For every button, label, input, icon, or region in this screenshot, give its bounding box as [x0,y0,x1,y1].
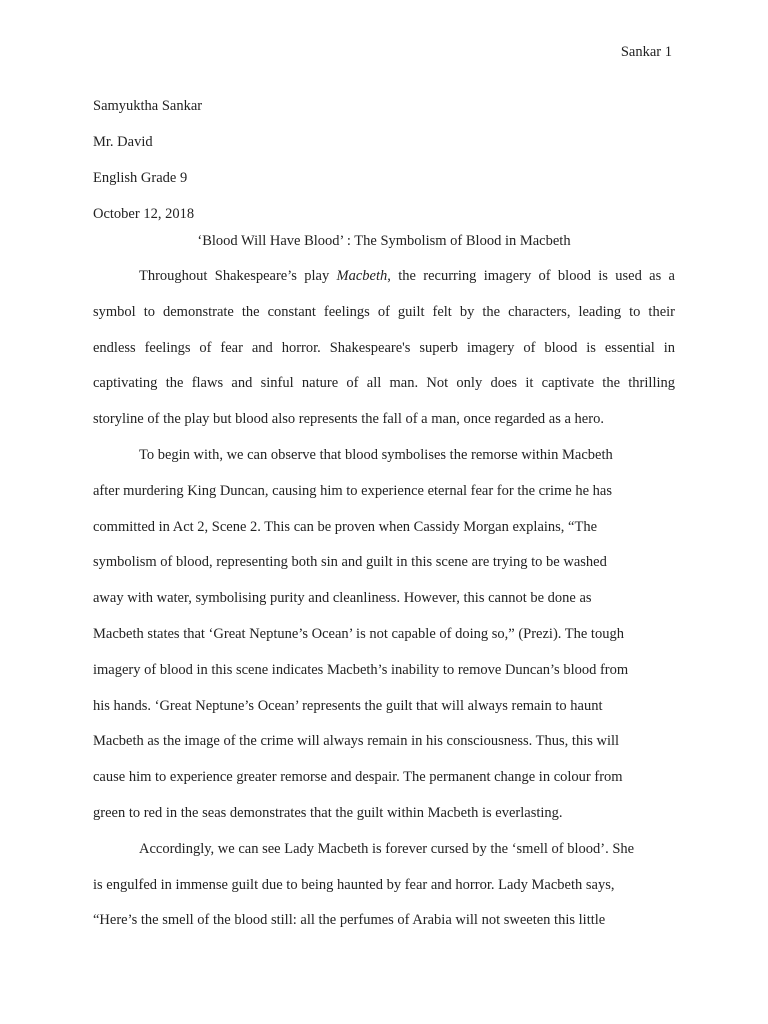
paragraph-3-line-1: Accordingly, we can see Lady Macbeth is forever cursed by the ‘smell of blood’. She [139,840,635,857]
essay-title: ‘Blood Will Have Blood’ : The Symbolism of Blood in Macbeth [197,233,571,249]
mla-heading [93,88,675,232]
paragraph-1-line-3: endless feelings of fear and horror. Shakespeare's superb imagery of blood is essential in [93,339,675,356]
paragraph-1-line-5: storyline of the play but blood also represents the fall of a man, once regarded as a hero. [93,411,604,428]
paragraph-3-line-2: is engulfed in immense guilt due to being haunted by fear and horror. Lady Macbeth says, [93,876,615,893]
paragraph-1-line-4: captivating the flaws and sinful nature of all man. Not only does it captivate the thrilling [93,375,675,392]
teacher-name: Mr. David [93,134,153,150]
play-title-italic: Macbeth [336,268,388,284]
paragraph-2-line-1: To begin with, we can observe that blood symbolises the remorse within Macbeth [139,446,613,463]
paragraph-2-line-11: green to red in the seas demonstrates that the guilt within Macbeth is everlasting. [93,804,563,821]
paragraph-1-line-1-pre: Throughout Shakespeare’s play [139,268,337,284]
course-name: English Grade 9 [93,170,188,186]
paragraph-2-line-8: his hands. ‘Great Neptune’s Ocean’ represents the guilt that will always remain to haunt [93,697,603,714]
paragraph-3-line-3: “Here’s the smell of the blood still: all the perfumes of Arabia will not sweeten this little [93,912,606,929]
paragraph-2-line-5: away with water, symbolising purity and cleanliness. However, this cannot be done as [93,590,592,607]
essay-body [93,259,675,939]
paragraph-2-line-10: cause him to experience greater remorse and despair. The permanent change in colour from [93,769,623,786]
running-head: Sankar 1 [620,44,672,60]
student-name: Samyuktha Sankar [93,98,203,114]
paragraph-2-line-2: after murdering King Duncan, causing him to experience eternal fear for the crime he has [93,482,612,499]
paragraph-1-line-1 [93,259,675,295]
paragraph-1-line-1-post: , the recurring imagery of blood is used as a [387,268,675,284]
paragraph-2-line-3: committed in Act 2, Scene 2. This can be proven when Cassidy Morgan explains, “The [93,518,598,535]
paragraph-2-line-4: symbolism of blood, representing both sin and guilt in this scene are trying to be washed [93,554,607,571]
essay-date: October 12, 2018 [93,206,195,222]
paragraph-1-line-2: symbol to demonstrate the constant feelings of guilt felt by the characters, leading to their [93,303,675,320]
paragraph-2-line-6: Macbeth states that ‘Great Neptune’s Ocean’ is not capable of doing so,” (Prezi). The tough [93,625,624,642]
paragraph-2-line-7: imagery of blood in this scene indicates Macbeth’s inability to remove Duncan’s blood from [93,661,629,678]
paragraph-2-line-9: Macbeth as the image of the crime will always remain in his consciousness. Thus, this will [93,733,620,750]
